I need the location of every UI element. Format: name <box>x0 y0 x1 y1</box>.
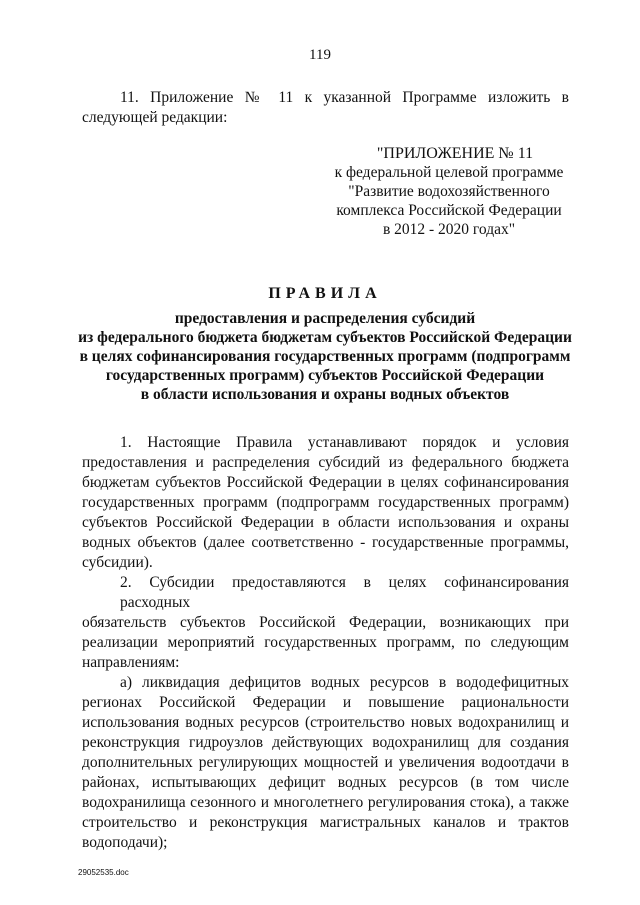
paragraph-line: а) ликвидация дефицитов водных ресурсов в вододефицитных <box>120 674 569 691</box>
intro-line: следующей редакции: <box>82 109 228 126</box>
paragraph-line: водоподачи); <box>82 834 168 851</box>
subtitle-line: предоставления и распределения субсидий <box>174 310 476 327</box>
paragraph-line: регионах Российской Федерации и повышение рациональности <box>82 694 569 711</box>
paragraph-line: 1. Настоящие Правила устанавливают порядок и условия <box>120 434 569 451</box>
subtitle-line: в области использования и охраны водных объектов <box>140 386 510 403</box>
paragraph-line: бюджетам субъектов Российской Федерации в целях софинансирования <box>82 474 569 491</box>
subtitle-line: в целях софинансирования государственных программ (подпрограмм <box>79 348 571 365</box>
paragraph-line: строительство и реконструкция магистральных каналов и трактов <box>82 814 569 831</box>
paragraph-line: водных объектов (далее соответственно - государственные программы, <box>82 534 569 551</box>
footer-file-name: 29052535.doc <box>78 868 129 877</box>
paragraph-line: обязательств субъектов Российской Федерации, возникающих при <box>82 614 569 631</box>
appendix-line: комплекса Российской Федерации <box>336 202 562 219</box>
appendix-line: к федеральной целевой программе <box>334 164 564 181</box>
subtitle-line: из федерального бюджета бюджетам субъектов Российской Федерации <box>78 329 572 346</box>
appendix-title: "ПРИЛОЖЕНИЕ № 11 <box>376 145 534 162</box>
appendix-line: "Развитие водохозяйственного <box>348 183 550 200</box>
paragraph-line: субсидии). <box>82 554 153 571</box>
page-number: 119 <box>309 47 331 63</box>
paragraph-2 <box>82 573 569 673</box>
appendix-line: в 2012 - 2020 годах" <box>382 221 516 238</box>
paragraph-3 <box>82 673 569 853</box>
appendix-heading <box>318 144 580 239</box>
rules-subtitle <box>60 309 590 404</box>
paragraph-line: направлениям: <box>82 654 180 671</box>
paragraph-line: предоставления и распределения субсидий из федерального бюджета <box>82 454 569 471</box>
rules-title: ПРАВИЛА <box>268 285 382 302</box>
paragraph-line: субъектов Российской Федерации в области использования и охраны <box>82 514 569 531</box>
subtitle-line: государственных программ) субъектов Российской Федерации <box>105 367 545 384</box>
intro-line: 11. Приложение № 11 к указанной Программе изложить в <box>120 89 569 106</box>
paragraph-line: водохранилища сезонного и многолетнего регулирования стока), а также <box>82 794 569 811</box>
paragraph-line: реконструкция гидроузлов действующих водохранилищ для создания <box>82 734 569 751</box>
paragraph-line: использования водных ресурсов (строительство новых водохранилищ и <box>82 714 569 731</box>
paragraph-line: 2. Субсидии предоставляются в целях софинансирования расходных <box>120 574 569 611</box>
paragraph-line: дополнительных регулирующих мощностей и увеличения водоотдачи в <box>82 754 569 771</box>
paragraph-line: реализации мероприятий государственных программ, по следующим <box>82 634 569 651</box>
intro-paragraph <box>82 88 569 128</box>
rules-body <box>82 433 569 853</box>
paragraph-line: государственных программ (подпрограмм государственных программ) <box>82 494 569 511</box>
paragraph-1 <box>82 433 569 573</box>
paragraph-line: районах, испытывающих дефицит водных ресурсов (в том числе <box>82 774 569 791</box>
